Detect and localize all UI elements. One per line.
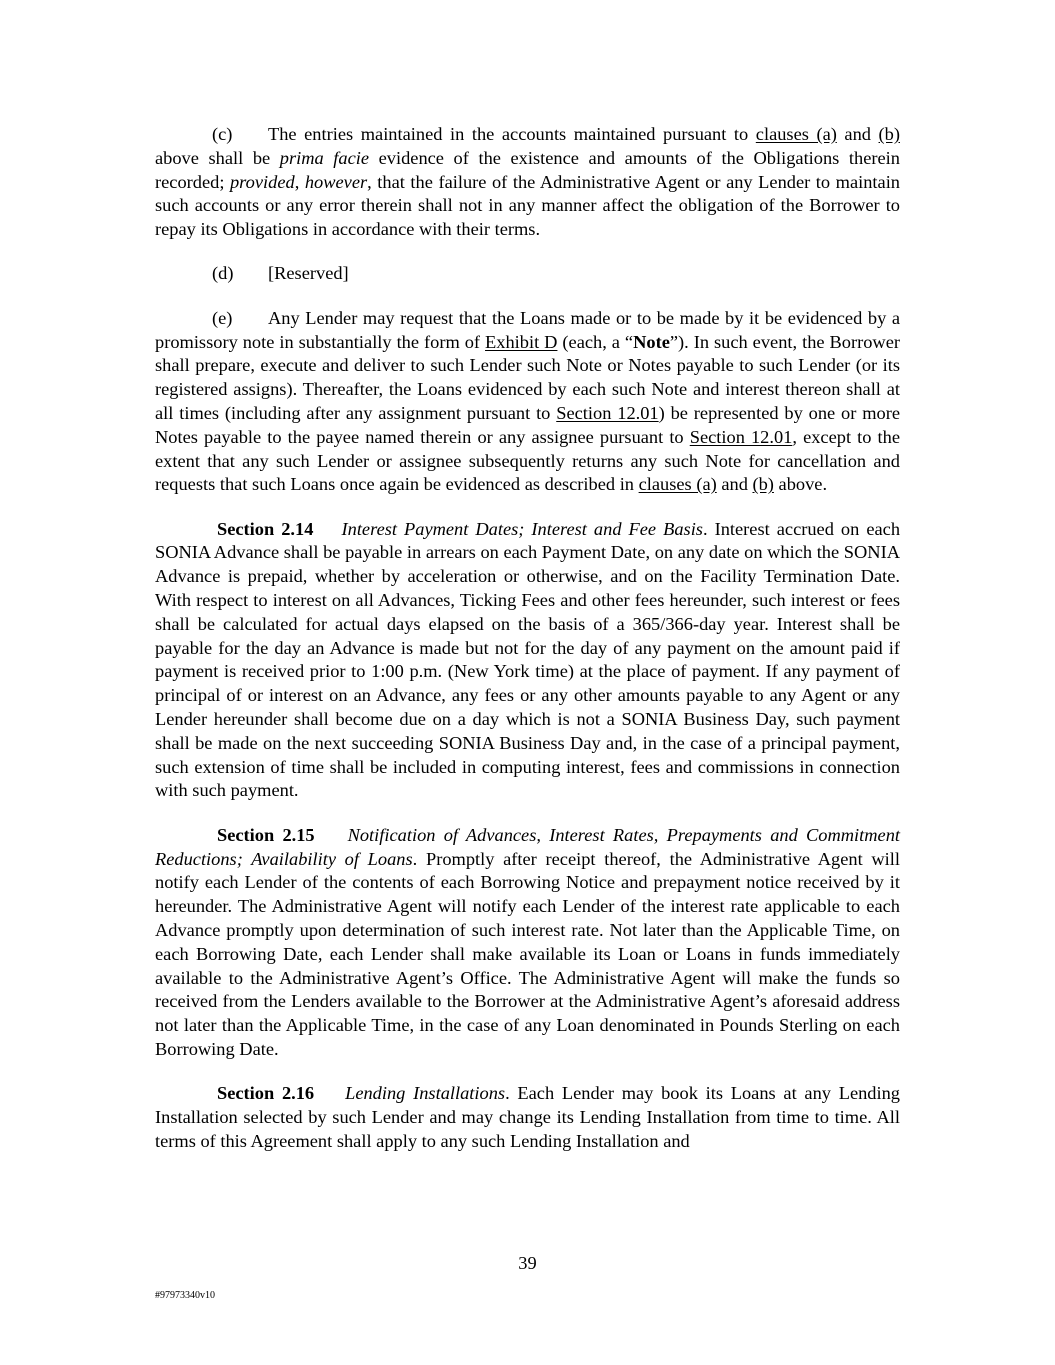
clause-b-reference: (b) xyxy=(878,124,900,144)
clause-b-reference: (b) xyxy=(752,474,774,495)
section-2-16 xyxy=(155,1082,900,1153)
document-id: #97973340v10 xyxy=(155,1290,215,1301)
section-12-01-reference: Section 12.01 xyxy=(556,402,659,423)
section-2-15-number: Section 2.15 xyxy=(217,824,315,845)
clauses-a-reference: clauses (a) xyxy=(638,474,717,495)
section-2-14-number: Section 2.14 xyxy=(217,518,314,539)
section-2-16-title: Lending Installations xyxy=(345,1083,506,1104)
section-2-14 xyxy=(155,518,900,804)
section-2-15-body: . Promptly after receipt thereof, the Administrative Agent will notify each Lender of the contents of each Borrowing Notice and prepayment notice received by it hereunder. The Administrative Agent will notify each Lender of the interest rate applicable to each Advance promptly upon determination of such interest rate. Not later than the Applicable Time, on each Borrowing Date, each Lender shall make available its Loan or Loans in funds immediately available to the Administrative Agent’s Office. The Administrative Agent will make the funds so received from the Lenders available to the Borrower at the Administrative Agent’s aforesaid address not later than the Applicable Time, in the case of any Loan denominated in Pounds Sterling on each Borrowing Date. xyxy=(155,848,900,1059)
section-2-14-title: Interest Payment Dates; Interest and Fee Basis xyxy=(341,518,703,539)
note-defined-term: Note xyxy=(633,331,670,352)
section-2-15-title: Notification of Advances, Interest Rates, Prepayments and Commitment Reductions; Availability of Loans xyxy=(155,824,901,869)
paragraph-c: (c) The entries maintained in the accounts maintained pursuant to clauses (a) and (b) above shall be prima facie evidence of the existence and amounts of the Obligations therein recorded; provided, however, that the failure of the Administrative Agent or any Lender to maintain such accounts or any error therein shall not in any manner affect the obligation of the Borrower to repay its Obligations in accordance with their terms. xyxy=(155,124,900,240)
paragraph-e-label: (e) xyxy=(212,307,233,328)
page-number: 39 xyxy=(518,1253,537,1273)
exhibit-d-reference: Exhibit D xyxy=(485,331,558,352)
paragraph-c-label: (c) xyxy=(212,124,233,144)
paragraph-d-label: (d) xyxy=(212,263,234,284)
section-2-16-number: Section 2.16 xyxy=(217,1083,315,1104)
paragraph-e: (e) Any Lender may request that the Loans made or to be made by it be evidenced by a promissory note in substantially the form of Exhibit D (each, a “Note”). In such event, the Borrower shall prepare, execute and deliver to such Lender such Note or Notes payable to such Lender (or its registered assigns). Thereafter, the Loans evidenced by each such Note and interest thereon shall at all times (including after any assignment pursuant to Section 12.01) be represented by one or more Notes payable to the payee named therein or any assignee pursuant to Section 12.01, except to the extent that any such Lender or assignee subsequently returns any such Note for cancellation and requests that such Loans once again be evidenced as described in clauses (a) and (b) above. xyxy=(155,307,901,495)
clauses-a-reference: clauses (a) xyxy=(755,124,837,144)
section-2-15 xyxy=(155,824,900,1062)
section-2-16-body: . Each Lender may book its Loans at any Lending Installation selected by such Lender and may change its Lending Installation from time to time. All terms of this Agreement shall apply to any such Lending Installation and xyxy=(155,1083,901,1151)
paragraph-d: (d) [Reserved] xyxy=(155,262,900,286)
document-page xyxy=(155,123,900,1174)
section-12-01-reference: Section 12.01 xyxy=(689,426,793,447)
section-2-14-body: . Interest accrued on each SONIA Advance shall be payable in arrears on each Payment Date, on any date on which the SONIA Advance is prepaid, whether by acceleration or otherwise, and on the Facility Termination Date. With respect to interest on all Advances, Ticking Fees and other fees hereunder, such interest or fees shall be calculated for actual days elapsed on the basis of a 365/366-day year. Interest shall be payable for the day an Advance is made but not for the day of any payment on the amount paid if payment is received prior to 1:00 p.m. (New York time) at the place of payment. If any payment of principal of or interest on an Advance, any fees or any other amounts payable to any Agent or any Lender hereunder shall become due on a day which is not a SONIA Business Day, such payment shall be made on the next succeeding SONIA Business Day and, in the case of a principal payment, such extension of time shall be included in computing interest, fees and commissions in connection with such payment. xyxy=(155,518,901,801)
